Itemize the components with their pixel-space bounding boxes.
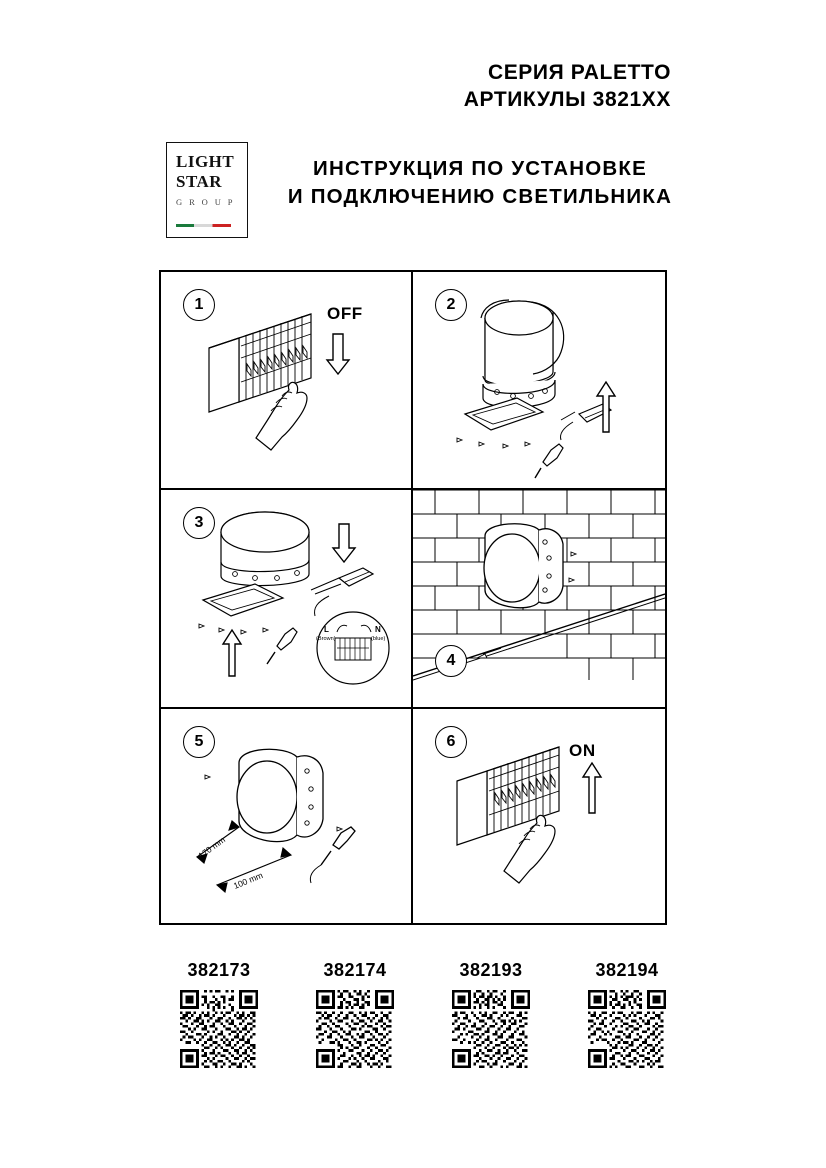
code-number-1: 382173 [187,960,251,980]
step-number-5: 5 [183,726,215,758]
qr-code-3 [452,990,530,1068]
wire-label-N: N [375,625,381,634]
step-cell-5 [161,709,413,923]
wire-label-N-sub: (blue) [371,636,386,642]
page-title-line2: И ПОДКЛЮЧЕНИЮ СВЕТИЛЬНИКА [287,184,673,208]
step-number-6: 6 [435,726,467,758]
logo-color-bar [176,224,231,227]
product-codes-row [159,960,669,1110]
dimension-width: 100 mm [232,870,265,891]
code-item-1 [159,960,279,1068]
code-item-2 [295,960,415,1068]
code-number-4: 382194 [595,960,659,980]
step-6-label-on: ON [569,741,596,760]
step-cell-4 [413,490,665,709]
logo-word-star: STAR [176,172,223,192]
code-item-4 [567,960,687,1068]
step-number-4: 4 [435,645,467,677]
logo-word-light: LIGHT [176,152,235,171]
page-title [275,155,685,210]
series-title: СЕРИЯ PALETTO [487,61,671,84]
code-number-2: 382174 [323,960,387,980]
qr-code-1 [180,990,258,1068]
step-cell-1 [161,272,413,490]
code-number-3: 382193 [459,960,523,980]
step-cell-6 [413,709,665,923]
step-1-label-off: OFF [327,304,363,323]
logo-word-group: G R O U P [176,197,235,208]
header-titles [464,60,671,114]
brand-logo [166,142,248,238]
code-item-3 [431,960,551,1068]
qr-code-2 [316,990,394,1068]
step-number-2: 2 [435,289,467,321]
step-cell-3 [161,490,413,709]
steps-grid [159,270,667,925]
qr-code-4 [588,990,666,1068]
step-number-1: 1 [183,289,215,321]
step-number-3: 3 [183,507,215,539]
wire-label-L: L [324,625,329,634]
article-title: АРТИКУЛЫ 3821XX [463,87,671,111]
wire-label-L-sub: (Brown) [316,636,336,642]
step-cell-2 [413,272,665,490]
dimension-height: 170 mm [196,834,228,861]
page-title-line1: ИНСТРУКЦИЯ ПО УСТАНОВКЕ [313,157,647,180]
